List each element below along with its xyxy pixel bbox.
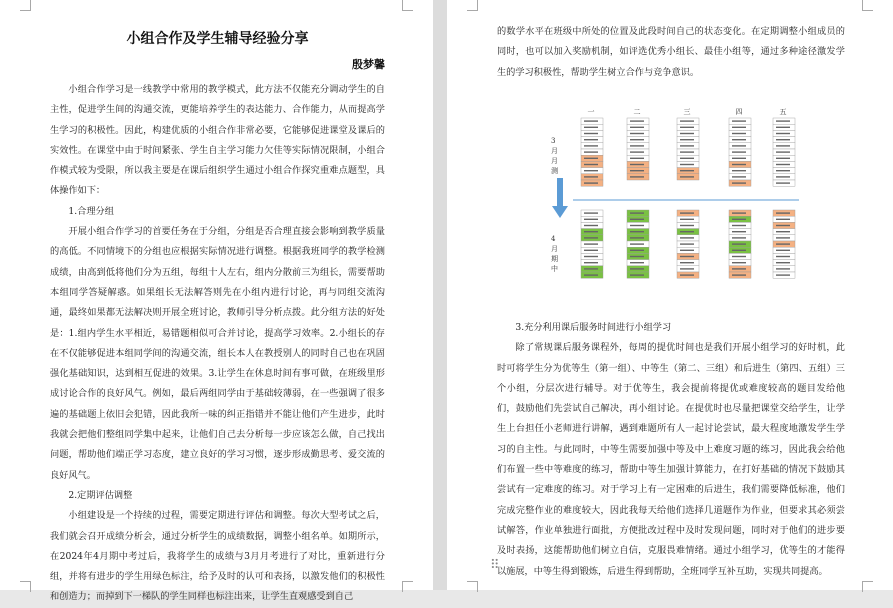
- name-cell-text: [776, 243, 790, 244]
- crop-mark: [402, 0, 413, 11]
- name-cell-text: [584, 127, 598, 128]
- name-cell-text: [630, 212, 644, 213]
- document-title: 小组合作及学生辅导经验分享: [126, 31, 309, 47]
- name-cell-text: [680, 225, 694, 226]
- name-cell-text: [680, 158, 694, 159]
- name-cell-text: [584, 262, 598, 263]
- arrow-head: [552, 206, 568, 218]
- name-cell-text: [776, 170, 790, 171]
- name-cell-text: [630, 219, 644, 220]
- name-cell-text: [630, 151, 644, 152]
- name-cell-text: [630, 274, 644, 275]
- paragraph: 小组合作学习是一线教学中常用的教学模式，此方法不仅能充分调动学生的自主性，促进学生间的沟通交流，更能培养学生的表达能力、合作能力，从而提高学生学习的积极性。因此，构建优质的小组合作非常必要，它能够促进课堂及课后的实效性。在课堂中由于时间紧张、学生自主学习能力欠佳等实际情况限制，小组合作模式较为受限，所以我主要是在课后组织学生通过小组合作探究重难点题型，具体操作如下：: [50, 84, 385, 197]
- name-cell-text: [630, 243, 644, 244]
- author-name: 殷梦馨: [352, 58, 385, 71]
- name-cell-text: [732, 120, 746, 121]
- name-cell-text: [732, 256, 746, 257]
- name-cell-text: [680, 262, 694, 263]
- name-cell-text: [732, 274, 746, 275]
- name-cell-text: [732, 182, 746, 183]
- name-cell-text: [680, 219, 694, 220]
- name-cell-text: [680, 170, 694, 171]
- paragraph: 除了常规课后服务课程外，每周的提优时间也是我们开展小组学习的好时机，此时可将学生分为优等生（第一组）、中等生（第二、三组）和后进生（第四、五组）三个小组，分层次进行辅导。对于优等生，我会提前将提优或难度较高的题目发给他们，鼓励他们先尝试自己解决，再小组讨论。在提优时也尽量把课堂交给学生，让学生上台担任小老师进行讲解，遇到难题所有人一起讨论尝试，最大程度地激发学生学习的自主性。与此同时，中等生需要加强中等及中上难度习题的练习，因此我会给他们布置一些中等难度的练习，帮助中等生加强计算能力，在打好基础的情况下鼓励其尝试有一定难度的练习。对于学习上有一定困难的后进生，我们需要降低标准，他们完成完整作业的难度较大，因此我每天给他们选择几道题作为作业，但要求其必须尝试解答，作业单独进行面批，方便批改过程中及时发现问题，同时对于他们的进步要及时表扬，这能帮助他们树立自信，克服畏难情绪。通过小组学习，优等生的才能得以施展，中等生得到锻炼，后进生得到帮助，全班同学互补互助，实现共同提高。: [497, 342, 845, 577]
- name-cell-text: [732, 133, 746, 134]
- name-cell-text: [732, 268, 746, 269]
- name-cell-text: [680, 176, 694, 177]
- right-page-top: [497, 22, 845, 83]
- name-cell-text: [732, 170, 746, 171]
- name-cell-text: [680, 133, 694, 134]
- name-cell-text: [630, 127, 644, 128]
- name-cell-text: [630, 133, 644, 134]
- name-cell-text: [776, 133, 790, 134]
- name-cell-text: [776, 176, 790, 177]
- right-page-bottom: [497, 318, 845, 582]
- name-cell-text: [732, 158, 746, 159]
- label-march: 3月月测: [551, 137, 558, 175]
- left-page: [0, 0, 433, 603]
- name-cell-text: [584, 145, 598, 146]
- april-name-cells: [581, 210, 795, 278]
- crop-mark: [20, 581, 31, 592]
- name-cell-text: [584, 120, 598, 121]
- left-page-body: [50, 28, 385, 608]
- name-cell-text: [630, 250, 644, 251]
- name-cell-text: [680, 256, 694, 257]
- name-cell-text: [680, 164, 694, 165]
- name-cell-text: [584, 133, 598, 134]
- name-cell-text: [732, 243, 746, 244]
- name-cell-text: [584, 151, 598, 152]
- name-cell-text: [776, 268, 790, 269]
- name-cell-text: [776, 182, 790, 183]
- name-cell-text: [776, 274, 790, 275]
- name-cell-text: [630, 225, 644, 226]
- name-cell-text: [776, 127, 790, 128]
- name-cell-text: [630, 120, 644, 121]
- crop-mark: [20, 0, 31, 11]
- name-cell-text: [776, 139, 790, 140]
- heading-1: 1.合理分组: [68, 205, 114, 217]
- column-header: 四: [735, 108, 743, 116]
- arrow-shaft: [557, 178, 563, 206]
- label-april: 4月期中: [551, 235, 558, 273]
- name-cell-text: [584, 182, 598, 183]
- crop-mark: [862, 0, 873, 11]
- column-header: 三: [683, 108, 691, 116]
- name-cell-text: [630, 145, 644, 146]
- name-cell-text: [776, 158, 790, 159]
- name-cell-text: [776, 231, 790, 232]
- name-cell-text: [584, 164, 598, 165]
- name-cell-text: [630, 158, 644, 159]
- name-cell-text: [584, 170, 598, 171]
- name-cell-text: [680, 231, 694, 232]
- name-cell-text: [776, 164, 790, 165]
- grouping-figure: [551, 106, 799, 296]
- name-cell-text: [732, 231, 746, 232]
- name-cell-text: [732, 164, 746, 165]
- name-cell-text: [680, 139, 694, 140]
- name-cell-text: [584, 212, 598, 213]
- name-cell-text: [584, 176, 598, 177]
- name-cell-text: [584, 158, 598, 159]
- name-cell-text: [584, 243, 598, 244]
- name-cell-text: [680, 237, 694, 238]
- paragraph: 开展小组合作学习的首要任务在于分组，分组是否合理直接会影响到教学质量的高低。不同情境下的分组也应根据实际情况进行调整。根据我班同学的教学检测成绩，由高到低将他们分为五组，每组十人左右，组内分散前三为组长，需要帮助本组同学答疑解惑。如果组长无法解答则先在小组内进行讨论，再与同组交流沟通，最终如果都无法解决则开展全班讨论，教师引导分析点拨。此分组方法的好处是：1.组内学生水平相近，易错题相似可合并讨论，提高学习效率。2.小组长的存在不仅能够促进本组同学间的沟通交流，组长本人在教授别人的同时自己也在巩固强化基础知识，达到相互促进的效果。3.让学生在休息时间有事可做，在班级里形成讨论合作的良好风气。例如，最后两组同学由于基础较薄弱，在一些强调了很多遍的基础题上依旧会犯错，因此我所一味的纠正指错并不能让他们产生进步，此时我就会把他们整组同学集中起来，让他们自己去分析每一步应该怎么做，自己找出问题，帮助他们端正学习态度，建立良好的学习习惯，逐步形成勤思考、爱交流的良好风气。: [50, 226, 385, 481]
- name-cell-text: [630, 139, 644, 140]
- name-cell-text: [776, 237, 790, 238]
- name-cell-text: [732, 127, 746, 128]
- name-cell-text: [776, 256, 790, 257]
- right-page: [447, 0, 893, 590]
- name-cell-text: [584, 250, 598, 251]
- name-cell-text: [680, 151, 694, 152]
- name-cell-text: [776, 145, 790, 146]
- name-cell-text: [732, 219, 746, 220]
- name-cell-text: [776, 212, 790, 213]
- name-cell-text: [776, 250, 790, 251]
- name-cell-text: [776, 120, 790, 121]
- name-cell-text: [732, 250, 746, 251]
- name-cell-text: [776, 151, 790, 152]
- name-cell-text: [630, 262, 644, 263]
- paragraph: 的数学水平在班级中所处的位置及此段时间自己的状态变化。在定期调整小组成员的同时，也可以加入奖励机制，如评选优秀小组长、最佳小组等，通过多种途径激发学生的学习积极性，帮助学生树立合作与竞争意识。: [497, 26, 845, 78]
- name-cell-text: [680, 212, 694, 213]
- name-cell-text: [732, 262, 746, 263]
- column-header: 一: [587, 108, 595, 116]
- name-cell-text: [680, 274, 694, 275]
- name-cell-text: [584, 256, 598, 257]
- crop-mark: [467, 581, 478, 592]
- name-cell-text: [584, 237, 598, 238]
- column-header: 五: [779, 108, 787, 116]
- name-cell-text: [680, 250, 694, 251]
- name-cell-text: [732, 176, 746, 177]
- name-cell-text: [776, 219, 790, 220]
- name-cell-text: [630, 176, 644, 177]
- name-cell-text: [680, 145, 694, 146]
- name-cell-text: [776, 225, 790, 226]
- name-cell-text: [630, 231, 644, 232]
- drag-handle-icon[interactable]: ⠿: [490, 558, 501, 573]
- heading-3: 3.充分利用课后服务时间进行小组学习: [515, 322, 672, 333]
- crop-mark: [467, 0, 478, 11]
- march-name-cells: [581, 118, 795, 186]
- name-cell-text: [732, 139, 746, 140]
- crop-mark: [402, 581, 413, 592]
- name-cell-text: [630, 268, 644, 269]
- name-cell-text: [630, 256, 644, 257]
- name-cell-text: [630, 237, 644, 238]
- name-cell-text: [584, 225, 598, 226]
- name-cell-text: [732, 225, 746, 226]
- name-cell-text: [630, 170, 644, 171]
- name-cell-text: [680, 268, 694, 269]
- name-cell-text: [680, 120, 694, 121]
- name-cell-text: [584, 274, 598, 275]
- name-cell-text: [732, 212, 746, 213]
- heading-2: 2.定期评估调整: [68, 489, 133, 501]
- name-cell-text: [584, 268, 598, 269]
- name-cell-text: [732, 237, 746, 238]
- name-cell-text: [584, 139, 598, 140]
- paragraph: 小组建设是一个持续的过程，需要定期进行评估和调整。每次大型考试之后，我们就会召开成绩分析会，通过分析学生的成绩数据，调整小组名单。如期所示，在2024年4月期中考过后，我将学生的成绩与3月月考进行了对比，重新进行分组，并将有进步的学生用绿色标注，给予及时的认可和表扬，以激发他们的积极性和创造力；而掉到下一梯队的学生同样也标注出来，让学生直观感受到自己: [50, 510, 385, 603]
- name-cell-text: [776, 262, 790, 263]
- name-cell-text: [584, 219, 598, 220]
- page-gap: [433, 0, 447, 590]
- name-cell-text: [584, 231, 598, 232]
- crop-mark: [862, 581, 873, 592]
- name-cell-text: [630, 164, 644, 165]
- name-cell-text: [732, 145, 746, 146]
- column-header: 二: [633, 108, 641, 116]
- name-cell-text: [680, 127, 694, 128]
- name-cell-text: [680, 243, 694, 244]
- name-cell-text: [732, 151, 746, 152]
